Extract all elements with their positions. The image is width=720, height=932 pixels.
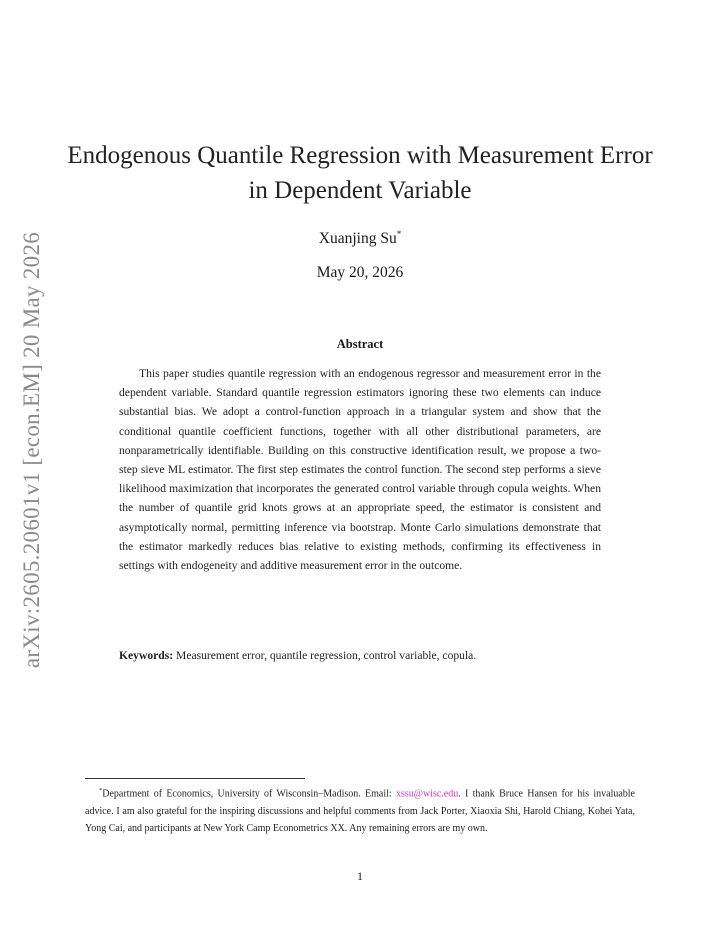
abstract-text: This paper studies quantile regression with an endogenous regressor and measurement error in the dependent variable. Standard quantile regression estimators ignoring these two elements can induce substantial bias. We adopt a control-function approach in a triangular system and show that the conditional quantile coefficient functions, together with all other distributional parameters, are nonparametrically identifiable. Building on this constructive identification result, we propose a two-step sieve ML estimator. The first step estimates the control function. The second step performs a sieve likelihood maximization that incorporates the generated control variable through copula weights. When the number of quantile grid knots grows at an appropriate speed, the estimator is consistent and asymptotically normal, permitting inference via bootstrap. Monte Carlo simulations demonstrate that the estimator markedly reduces bias relative to existing methods, confirming its effectiveness in settings with endogeneity and additive measurement error in the outcome. [119,367,601,573]
author-footnote-mark[interactable]: * [396,229,402,239]
email-link[interactable]: xssu@wisc.edu [395,788,459,800]
footnote-rule [85,778,305,779]
footnote [85,782,635,838]
abstract-heading: Abstract [336,337,384,351]
footnote-text-before: Department of Economics, University of Wisconsin–Madison. Email: [102,788,396,800]
author-name: Xuanjing Su [318,230,397,248]
author-line [0,229,720,248]
keywords-label: Keywords: [119,649,174,662]
arxiv-side-stamp [16,231,48,669]
footnote-text-after: . I thank Bruce Hansen for his invaluable advice. I am also grateful for the inspiring discussions and helpful comments from Jack Porter, Xiaoxia Shi, Harold Chiang, Kohei Yata, Yong Cai, and participants at New York Camp Econometrics XX. Any remaining errors are my own. [85,788,635,835]
paper-title: Endogenous Quantile Regression with Measurement Error in Dependent Variable [67,142,653,204]
arxiv-identifier: arXiv:2605.20601v1 [econ.EM] 20 May 2026 [19,231,44,669]
keywords-text: Measurement error, quantile regression, control variable, copula. [176,649,477,662]
keywords-line [119,649,619,662]
footnote-mark: * [99,787,103,794]
page-number: 1 [357,869,363,883]
paper-date: May 20, 2026 [316,264,404,281]
